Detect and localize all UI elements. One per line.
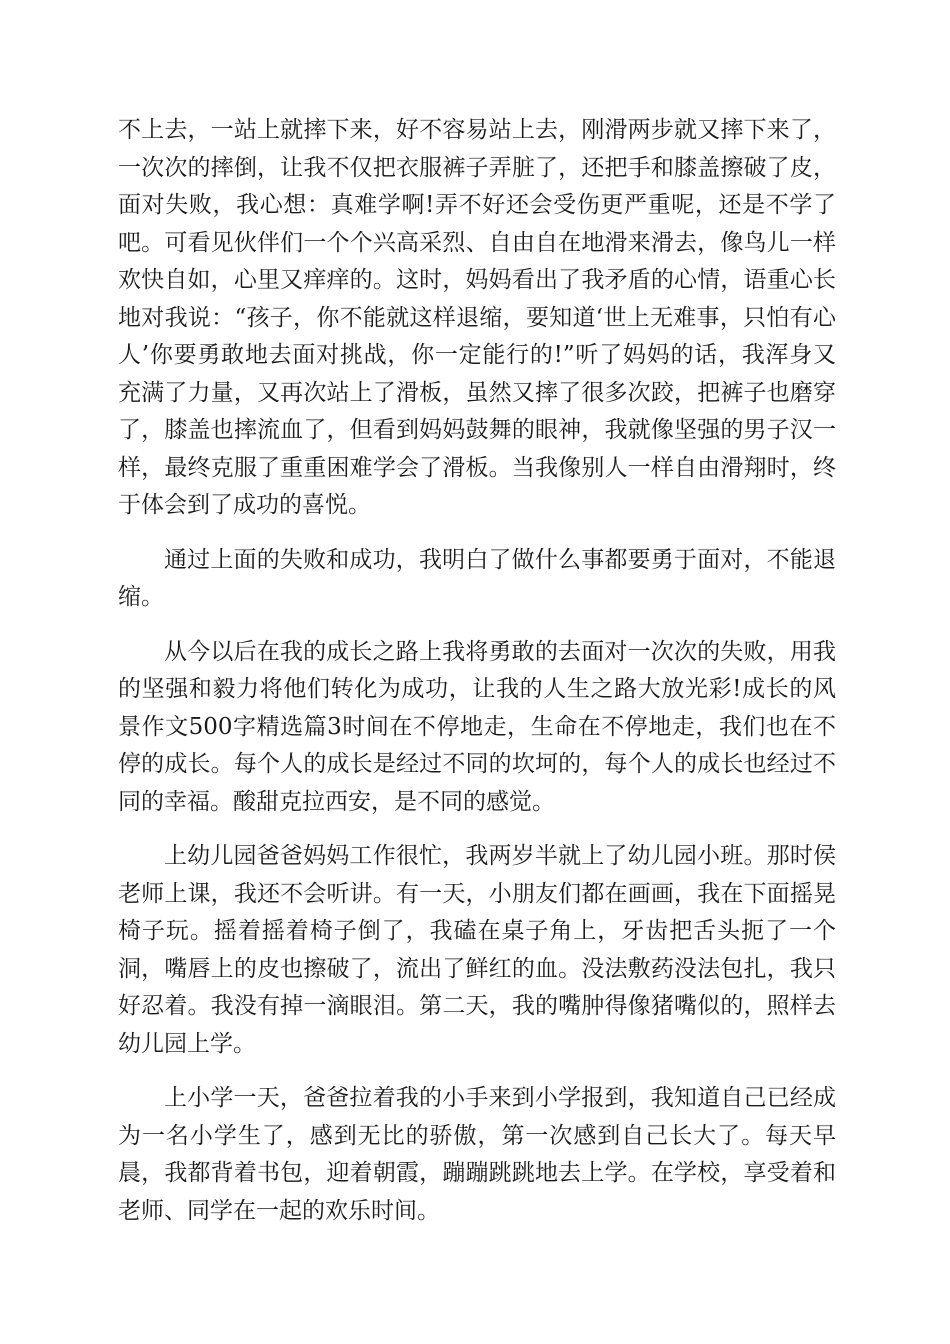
document-body — [118, 112, 836, 1247]
paragraph-3: 从今以后在我的成长之路上我将勇敢的去面对一次次的失败，用我的坚强和毅力将他们转化为成功，让我的人生之路大放光彩!成长的风景作文500字精选篇3时间在不停地走，生命在不停地走，我们也在不停的成长。每个人的成长是经过不同的坎坷的，每个人的成长也经过不同的幸福。酸甜克拉西安，是不同的感觉。 — [118, 638, 836, 815]
paragraph-1: 不上去，一站上就摔下来，好不容易站上去，刚滑两步就又摔下来了，一次次的摔倒，让我不仅把衣服裤子弄脏了，还把手和膝盖擦破了皮，面对失败，我心想：真难学啊!弄不好还会受伤更严重呢，还是不学了吧。可看见伙伴们一个个兴高采烈、自由自在地滑来滑去，像鸟儿一样欢快自如，心里又痒痒的。这时，妈妈看出了我矛盾的心情，语重心长地对我说：“孩子，你不能就这样退缩，要知道‘世上无难事，只怕有心人’你要勇敢地去面对挑战，你一定能行的!”听了妈妈的话，我浑身又充满了力量，又再次站上了滑板，虽然又摔了很多次跤，把裤子也磨穿了，膝盖也摔流血了，但看到妈妈鼓舞的眼神，我就像坚强的男子汉一样，最终克服了重重困难学会了滑板。当我像别人一样自由滑翔时，终于体会到了成功的喜悦。 — [118, 117, 836, 518]
paragraph-5: 上小学一天，爸爸拉着我的小手来到小学报到，我知道自己已经成为一名小学生了，感到无比的骄傲，第一次感到自己长大了。每天早晨，我都背着书包，迎着朝霞，蹦蹦跳跳地去上学。在学校，享受着和老师、同学在一起的欢乐时间。 — [118, 1085, 836, 1224]
paragraph-4: 上幼儿园爸爸妈妈工作很忙，我两岁半就上了幼儿园小班。那时侯老师上课，我还不会听讲。有一天，小朋友们都在画画，我在下面摇晃椅子玩。摇着摇着椅子倒了，我磕在桌子角上，牙齿把舌头扼了一个洞，嘴唇上的皮也擦破了，流出了鲜红的血。没法敷药没法包扎，我只好忍着。我没有掉一滴眼泪。第二天，我的嘴肿得像猪嘴似的，照样去幼儿园上学。 — [118, 843, 836, 1057]
paragraph-2: 通过上面的失败和成功，我明白了做什么事都要勇于面对，不能退缩。 — [118, 546, 836, 610]
